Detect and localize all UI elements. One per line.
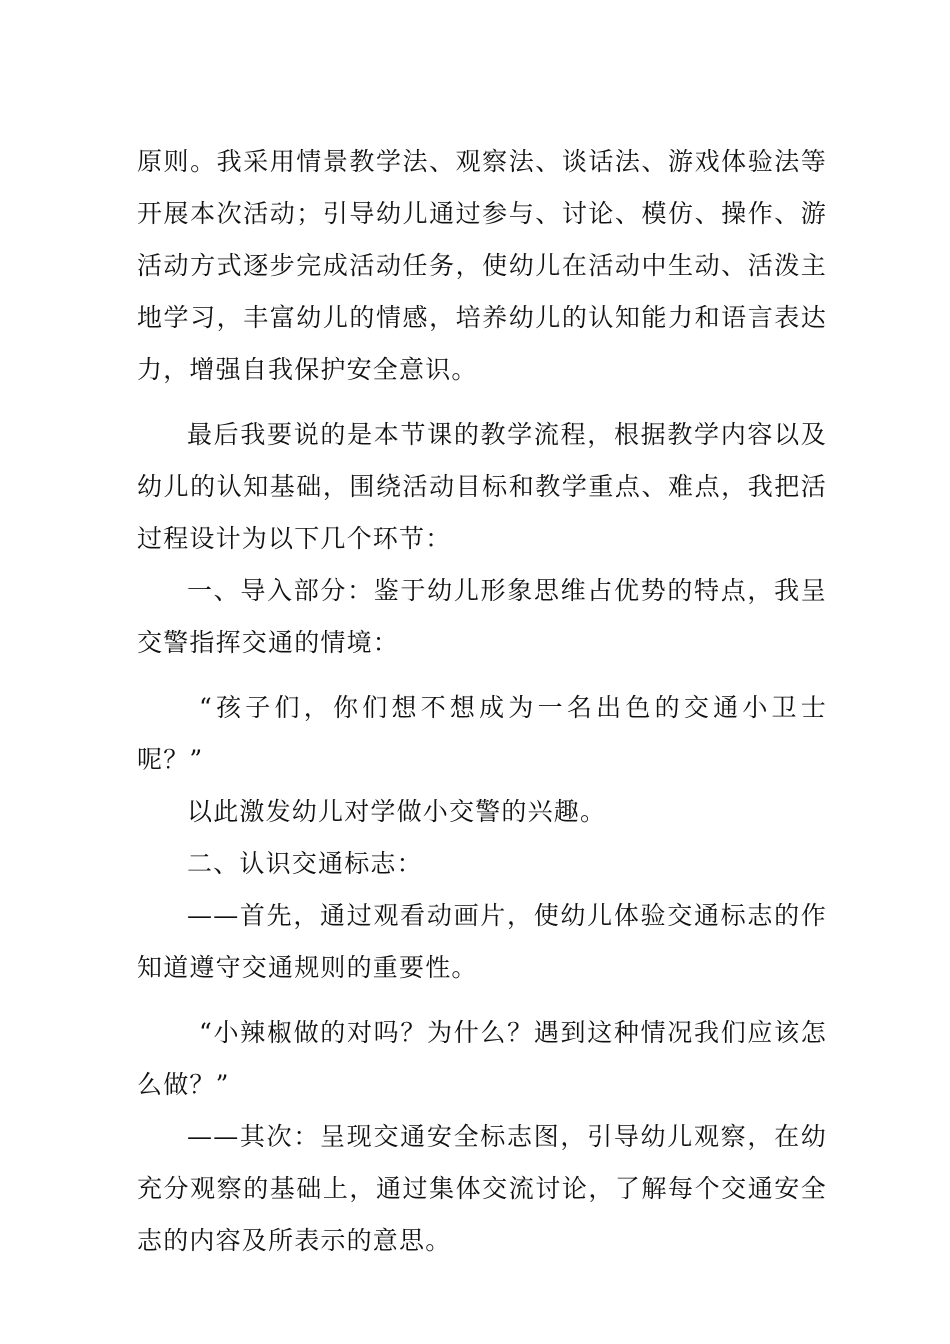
text-line: 以此激发幼儿对学做小交警的兴趣。 xyxy=(187,797,607,826)
text-line: 开展本次活动；引导幼儿通过参与、讨论、模仿、操作、游 xyxy=(137,199,827,228)
text-line: 充分观察的基础上，通过集体交流讨论，了解每个交通安全 xyxy=(137,1174,827,1203)
text-line: 过程设计为以下几个环节： xyxy=(137,524,452,553)
text-line: 交警指挥交通的情境： xyxy=(137,628,400,657)
text-line: 知道遵守交通规则的重要性。 xyxy=(137,953,478,982)
text-line: 最后我要说的是本节课的教学流程，根据教学内容以及 xyxy=(187,420,827,449)
quote-line: 么做？” xyxy=(137,1070,230,1099)
text-line: ——其次：呈现交通安全标志图，引导幼儿观察，在幼 xyxy=(187,1122,827,1151)
text-line: 志的内容及所表示的意思。 xyxy=(137,1226,452,1255)
text-line: 原则。我采用情景教学法、观察法、谈话法、游戏体验法等 xyxy=(137,147,827,176)
quote-line: “小辣椒做的对吗？为什么？遇到这种情况我们应该怎 xyxy=(199,1018,827,1047)
text-line: 幼儿的认知基础，围绕活动目标和教学重点、难点，我把活 xyxy=(137,472,827,501)
text-line: ——首先，通过观看动画片，使幼儿体验交通标志的作 xyxy=(187,901,827,930)
text-line: 地学习，丰富幼儿的情感，培养幼儿的认知能力和语言表达 xyxy=(137,303,827,332)
text-line: 活动方式逐步完成活动任务，使幼儿在活动中生动、活泼主 xyxy=(137,251,827,280)
section-heading: 二、认识交通标志： xyxy=(187,849,423,878)
text-line: 力，增强自我保护安全意识。 xyxy=(137,355,478,384)
document-body xyxy=(137,136,827,1267)
quote-line: “孩子们，你们想不想成为一名出色的交通小卫士 xyxy=(199,693,827,722)
text-line: 一、导入部分：鉴于幼儿形象思维占优势的特点，我呈 xyxy=(187,576,827,605)
quote-line: 呢？” xyxy=(137,745,204,774)
